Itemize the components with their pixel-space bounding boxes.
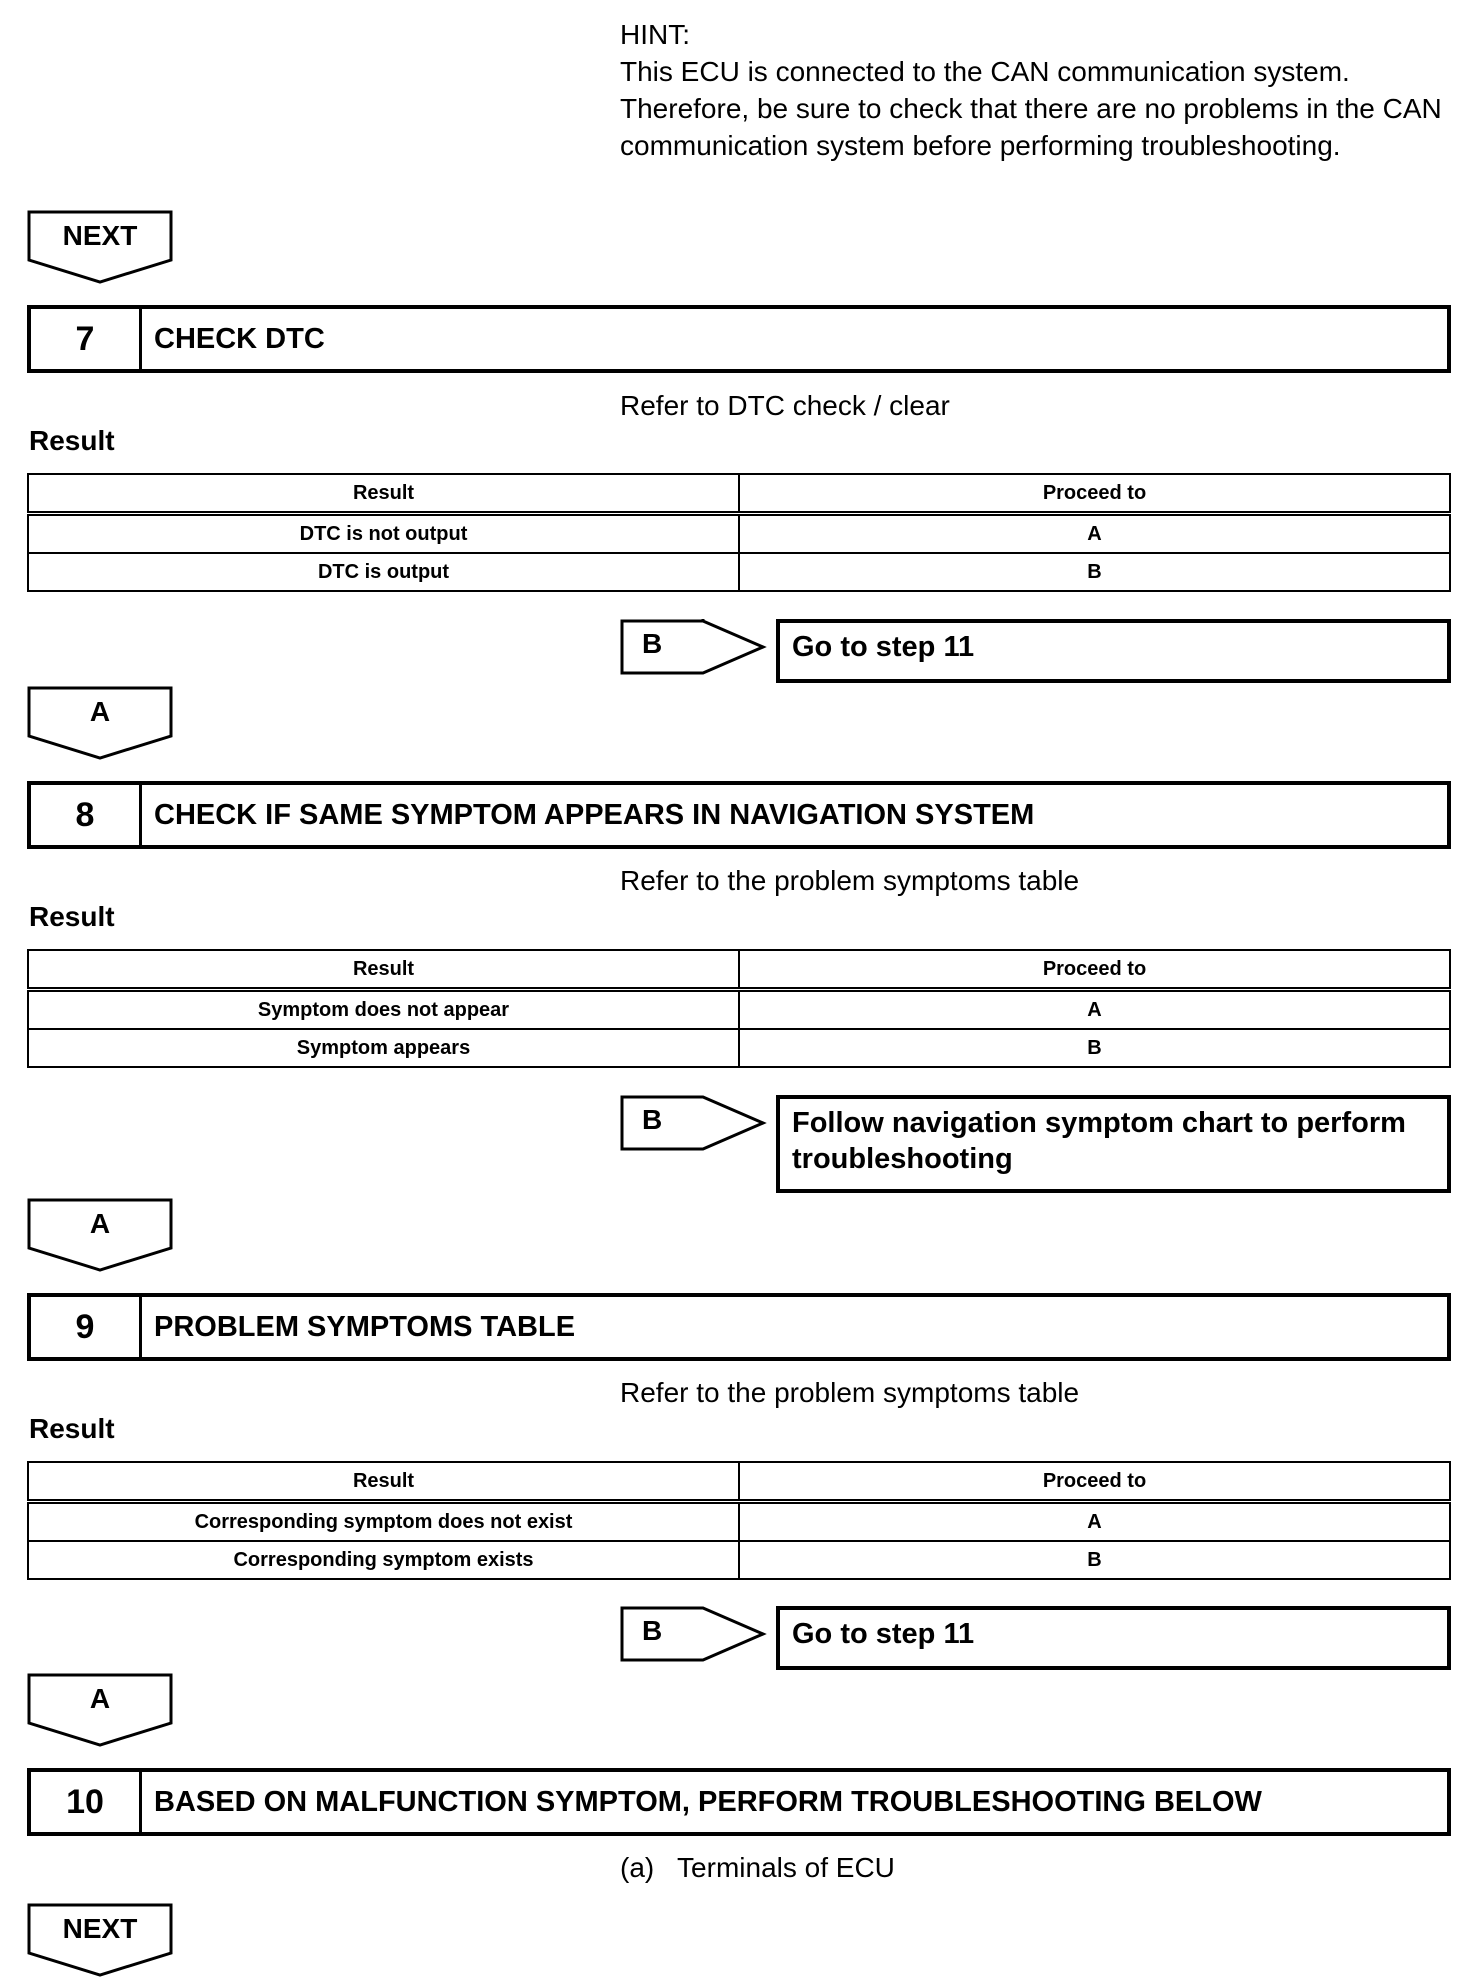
table-header-row: [28, 950, 1450, 990]
table-header-row: [28, 474, 1450, 514]
step-9-header: [27, 1293, 1451, 1361]
result-column-header: Result: [28, 950, 739, 990]
branch-b-tag[interactable]: [620, 1095, 770, 1151]
step-title: CHECK DTC: [154, 322, 325, 355]
a-tag-label: A: [89, 696, 111, 727]
step-10-header: [27, 1768, 1451, 1836]
a-tag-label: A: [89, 1683, 111, 1714]
step-title: PROBLEM SYMPTOMS TABLE: [154, 1310, 576, 1343]
table-row: [28, 990, 1450, 1030]
step-number: 7: [31, 309, 142, 369]
hint-block: [620, 16, 1460, 164]
step-8-result-table: [27, 949, 1451, 1068]
result-cell: Symptom appears: [28, 1029, 739, 1067]
step-9-reference: Refer to the problem symptoms table: [620, 1377, 1080, 1408]
result-heading: Result: [29, 1413, 115, 1444]
proceed-cell: B: [739, 553, 1450, 591]
hint-text: This ECU is connected to the CAN communication system. Therefore, be sure to check that there are no problems in the CAN communication system before performing troubleshooting.: [620, 56, 1442, 161]
next-tag[interactable]: [27, 210, 173, 284]
table-row: [28, 514, 1450, 554]
branch-b-tag[interactable]: [620, 619, 770, 675]
proceed-cell: A: [739, 990, 1450, 1030]
step-number: 9: [31, 1297, 142, 1357]
step-8-reference: Refer to the problem symptoms table: [620, 865, 1080, 896]
table-row: [28, 553, 1450, 591]
table-row: [28, 1029, 1450, 1067]
step-number: 8: [31, 785, 142, 845]
branch-b-label: B: [642, 628, 663, 659]
step-7-result-table: [27, 473, 1451, 592]
branch-b-tag[interactable]: [620, 1606, 770, 1662]
step-number: 10: [31, 1772, 142, 1832]
step-8-header: [27, 781, 1451, 849]
step-9-result-table: [27, 1461, 1451, 1580]
table-row: [28, 1541, 1450, 1579]
step-7-header: [27, 305, 1451, 373]
proceed-column-header: Proceed to: [739, 474, 1450, 514]
result-column-header: Result: [28, 474, 739, 514]
step-9-b-action[interactable]: Go to step 11: [776, 1606, 1451, 1670]
result-cell: Symptom does not appear: [28, 990, 739, 1030]
proceed-column-header: Proceed to: [739, 950, 1450, 990]
step-7-b-action[interactable]: Go to step 11: [776, 619, 1451, 683]
result-heading: Result: [29, 901, 115, 932]
proceed-cell: A: [739, 514, 1450, 554]
result-column-header: Result: [28, 1462, 739, 1502]
proceed-cell: B: [739, 1541, 1450, 1579]
proceed-cell: A: [739, 1502, 1450, 1542]
result-cell: Corresponding symptom exists: [28, 1541, 739, 1579]
branch-b-label: B: [642, 1104, 663, 1135]
table-header-row: [28, 1462, 1450, 1502]
a-tag[interactable]: [27, 686, 173, 760]
step-10-reference: (a) Terminals of ECU: [620, 1852, 895, 1883]
result-cell: DTC is output: [28, 553, 739, 591]
next-tag-label: NEXT: [62, 1913, 138, 1944]
next-tag-label: NEXT: [62, 220, 138, 251]
result-cell: Corresponding symptom does not exist: [28, 1502, 739, 1542]
step-title: BASED ON MALFUNCTION SYMPTOM, PERFORM TROUBLESHOOTING BELOW: [154, 1785, 1262, 1818]
step-7-reference: Refer to DTC check / clear: [620, 390, 950, 421]
proceed-cell: B: [739, 1029, 1450, 1067]
result-heading: Result: [29, 425, 115, 456]
step-8-b-action[interactable]: Follow navigation symptom chart to perform troubleshooting: [776, 1095, 1451, 1193]
a-tag[interactable]: [27, 1198, 173, 1272]
proceed-column-header: Proceed to: [739, 1462, 1450, 1502]
table-row: [28, 1502, 1450, 1542]
step-title: CHECK IF SAME SYMPTOM APPEARS IN NAVIGATION SYSTEM: [154, 798, 1035, 831]
next-tag[interactable]: [27, 1903, 173, 1977]
a-tag[interactable]: [27, 1673, 173, 1747]
hint-label: HINT:: [620, 19, 690, 50]
a-tag-label: A: [89, 1208, 111, 1239]
result-cell: DTC is not output: [28, 514, 739, 554]
branch-b-label: B: [642, 1615, 663, 1646]
